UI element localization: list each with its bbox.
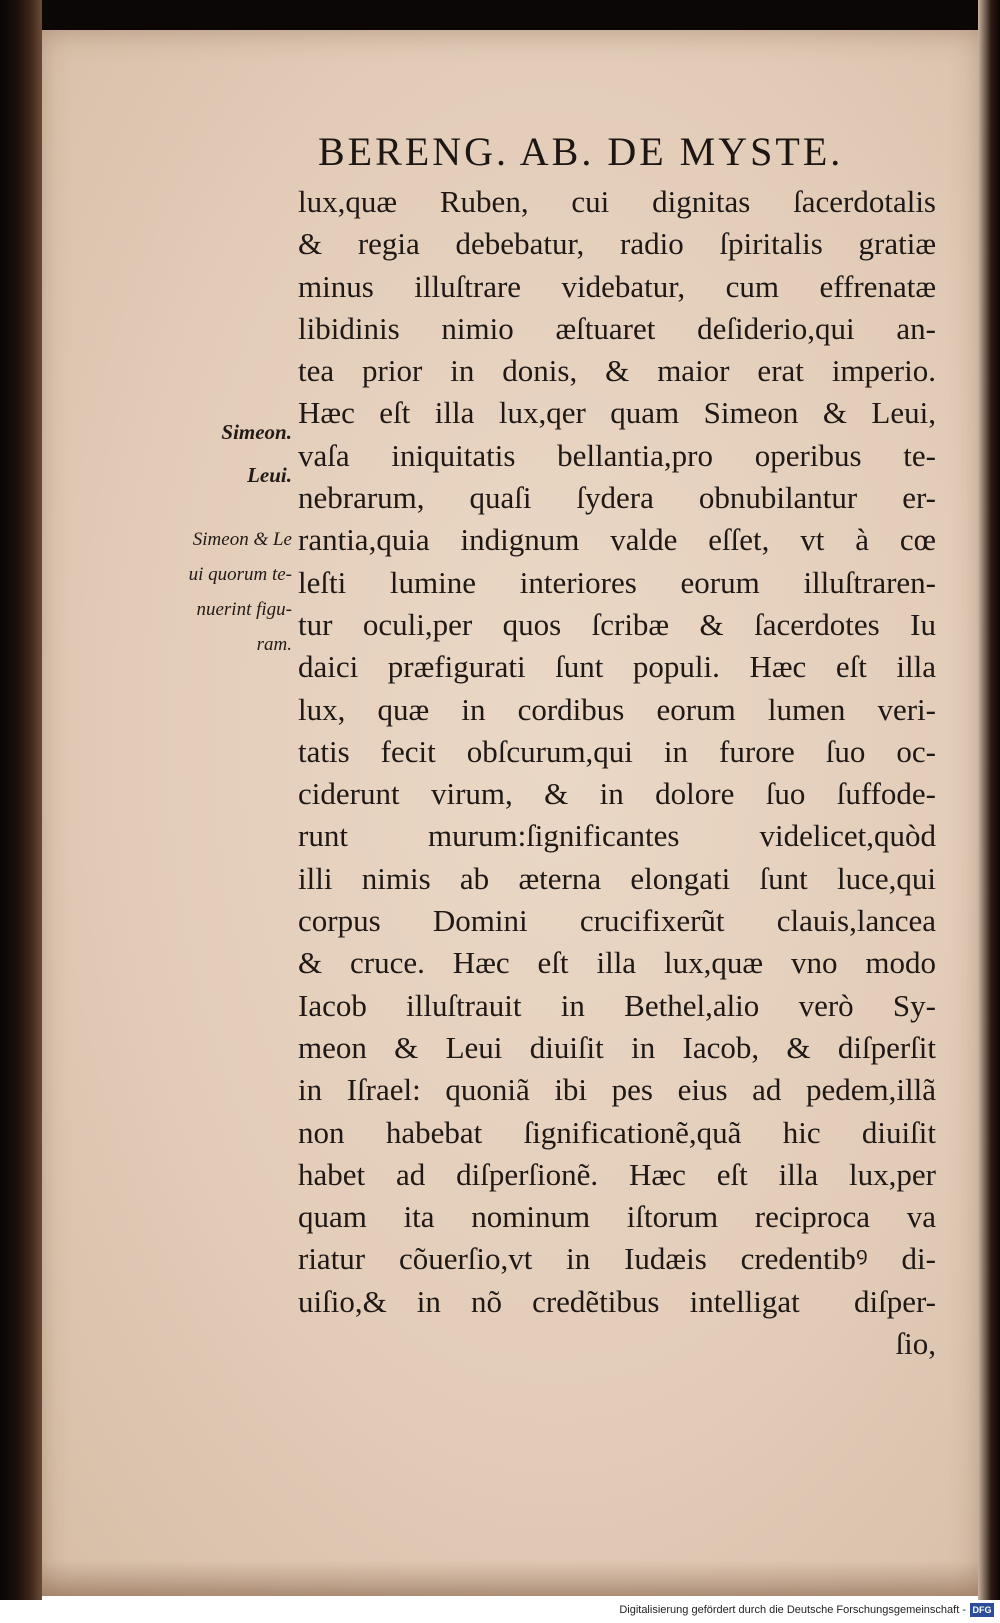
text-line: rantia,quia indignum valde eſſet, vt à cœ <box>298 522 936 558</box>
margin-note-line: Leui. <box>247 463 292 487</box>
text-line: libidinis nimio æſtuaret deſiderio,qui an- <box>298 310 936 346</box>
text-line: tea prior in donis, & maior erat imperio. <box>298 353 936 389</box>
body-text <box>298 181 936 1365</box>
text-line: quam ita nominum iſtorum reciproca va <box>298 1199 936 1235</box>
text-line: illi nimis ab æterna elongati ſunt luce,qui <box>298 860 936 896</box>
page-bottom-shadow <box>38 1560 982 1596</box>
text-line: daici præfigurati ſunt populi. Hæc eſt illa <box>298 649 936 685</box>
margin-note-line: Simeon & Le <box>192 529 292 550</box>
text-line: ciderunt virum, & in dolore ſuo ſuffode- <box>298 776 936 812</box>
text-line: tatis fecit obſcurum,qui in furore ſuo oc- <box>298 733 936 769</box>
text-line: nebrarum, quaſi ſydera obnubilantur er- <box>298 480 936 516</box>
text-line: minus illuſtrare videbatur, cum effrenatæ <box>298 268 936 304</box>
text-line: ſio, <box>895 1326 936 1362</box>
text-line: vaſa iniquitatis bellantia,pro operibus te- <box>298 437 936 473</box>
margin-note-simeon-leui <box>130 411 292 497</box>
text-line: Iacob illuſtrauit in Bethel,alio verò Sy- <box>298 987 936 1023</box>
text-line: leſti lumine interiores eorum illuſtraren- <box>298 564 936 600</box>
running-head: BERENG. AB. DE MYSTE. <box>318 129 844 174</box>
text-line: riatur cõuerſio,vt in Iudæis credentibꝰ di- <box>298 1241 936 1277</box>
text-line: non habebat ſignificationẽ,quã hic diuiſit <box>298 1114 936 1150</box>
text-line: & cruce. Hæc eſt illa lux,quæ vno modo <box>298 945 936 981</box>
text-line: lux,quæ Ruben, cui dignitas ſacerdotalis <box>298 184 936 219</box>
book-binding-edge <box>0 0 42 1600</box>
text-line: lux, quæ in cordibus eorum lumen veri- <box>298 691 936 727</box>
text-line: habet ad diſperſionẽ. Hæc eſt illa lux,per <box>298 1156 936 1192</box>
margin-note-line: ram. <box>256 634 292 655</box>
text-line: tur oculi,per quos ſcribæ & ſacerdotes Iu <box>298 606 936 642</box>
text-line: runt murum:ſignificantes videlicet,quòd <box>298 818 936 854</box>
text-line: in Iſrael: quoniã ibi pes eius ad pedem,illã <box>298 1072 936 1108</box>
margin-note-figuram <box>130 522 292 662</box>
margin-note-line: nuerint figu- <box>196 599 292 620</box>
text-line: meon & Leui diuiſit in Iacob, & diſperſit <box>298 1029 936 1065</box>
dfg-logo: DFG <box>970 1603 994 1617</box>
digitization-credit: Digitalisierung gefördert durch die Deutsche Forschungsgemeinschaft - <box>619 1604 966 1616</box>
text-line: uiſio,& in nõ credẽtibus intelligatᷣ diſper- <box>298 1283 936 1319</box>
margin-note-line: Simeon. <box>221 420 292 444</box>
page-right-edge <box>978 0 1000 1600</box>
text-line: corpus Domini crucifixerũt clauis,lancea <box>298 903 936 939</box>
text-line: Hæc eſt illa lux,qer quam Simeon & Leui, <box>298 395 936 431</box>
text-line: & regia debebatur, radio ſpiritalis gratiæ <box>298 226 936 262</box>
margin-note-line: ui quorum te- <box>188 564 292 585</box>
